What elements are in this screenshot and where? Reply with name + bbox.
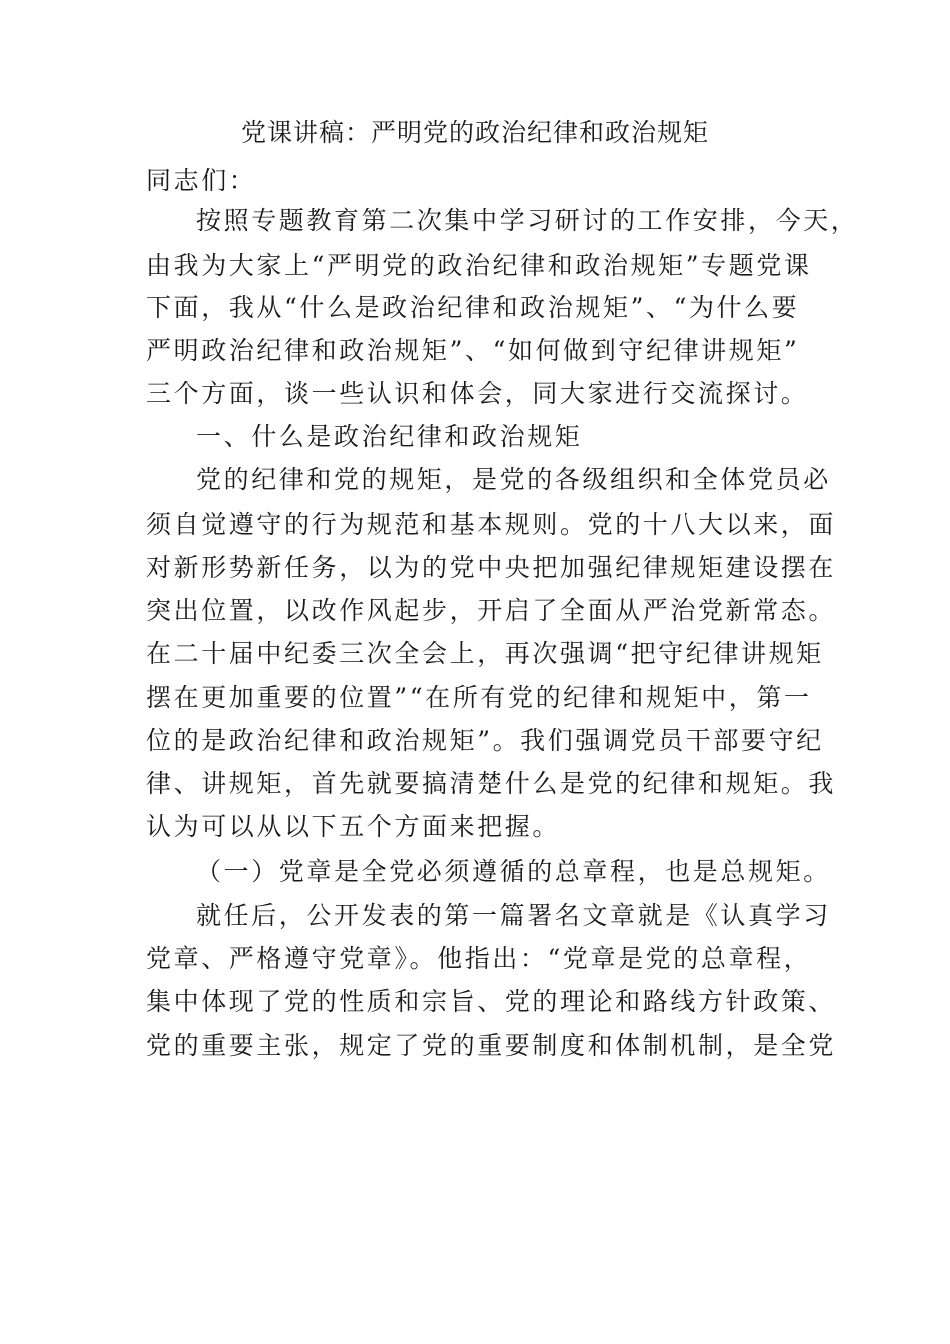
paragraph-line: 位的是政治纪律和政治规矩”。我们强调党员干部要守纪 <box>146 726 824 755</box>
paragraph-line: 突出位置，以改作风起步，开启了全面从严治党新常态。 <box>146 596 837 625</box>
paragraph-line: 按照专题教育第二次集中学习研讨的工作安排，今天， <box>196 206 859 235</box>
paragraph-line: 严明政治纪律和政治规矩”、“如何做到守纪律讲规矩” <box>146 336 800 365</box>
paragraph-line: 律、讲规矩，首先就要搞清楚什么是党的纪律和规矩。我 <box>146 769 837 798</box>
paragraph-line: 认为可以从以下五个方面来把握。 <box>146 812 561 841</box>
salutation: 同志们： <box>146 166 257 195</box>
document-title: 党课讲稿：严明党的政治纪律和政治规矩 <box>240 118 709 147</box>
paragraph-line: 党的纪律和党的规矩，是党的各级组织和全体党员必 <box>196 465 831 494</box>
paragraph-line: 下面，我从“什么是政治纪律和政治规矩”、“为什么要 <box>146 293 800 322</box>
paragraph-line: 党的重要主张，规定了党的重要制度和体制机制，是全党 <box>146 1031 837 1060</box>
paragraph-line: 须自觉遵守的行为规范和基本规则。党的十八大以来，面 <box>146 510 837 539</box>
paragraph-line: 在二十届中纪委三次全会上，再次强调“把守纪律讲规矩 <box>146 639 824 668</box>
section-heading: 一、什么是政治纪律和政治规矩 <box>196 422 583 451</box>
paragraph-line: 由我为大家上“严明党的政治纪律和政治规矩”专题党课 <box>146 251 812 280</box>
paragraph-line: 就任后，公开发表的第一篇署名文章就是《认真学习 <box>196 901 831 930</box>
subsection-heading: （一）党章是全党必须遵循的总章程，也是总规矩。 <box>196 857 831 886</box>
paragraph-line: 党章、严格遵守党章》。他指出：“党章是党的总章程， <box>146 944 812 973</box>
paragraph-line: 对新形势新任务，以为的党中央把加强纪律规矩建设摆在 <box>146 553 837 582</box>
paragraph-line: 集中体现了党的性质和宗旨、党的理论和路线方针政策、 <box>146 987 837 1016</box>
paragraph-line: 摆在更加重要的位置”“在所有党的纪律和规矩中，第一 <box>146 683 812 712</box>
paragraph-line: 三个方面，谈一些认识和体会，同大家进行交流探讨。 <box>146 379 809 408</box>
